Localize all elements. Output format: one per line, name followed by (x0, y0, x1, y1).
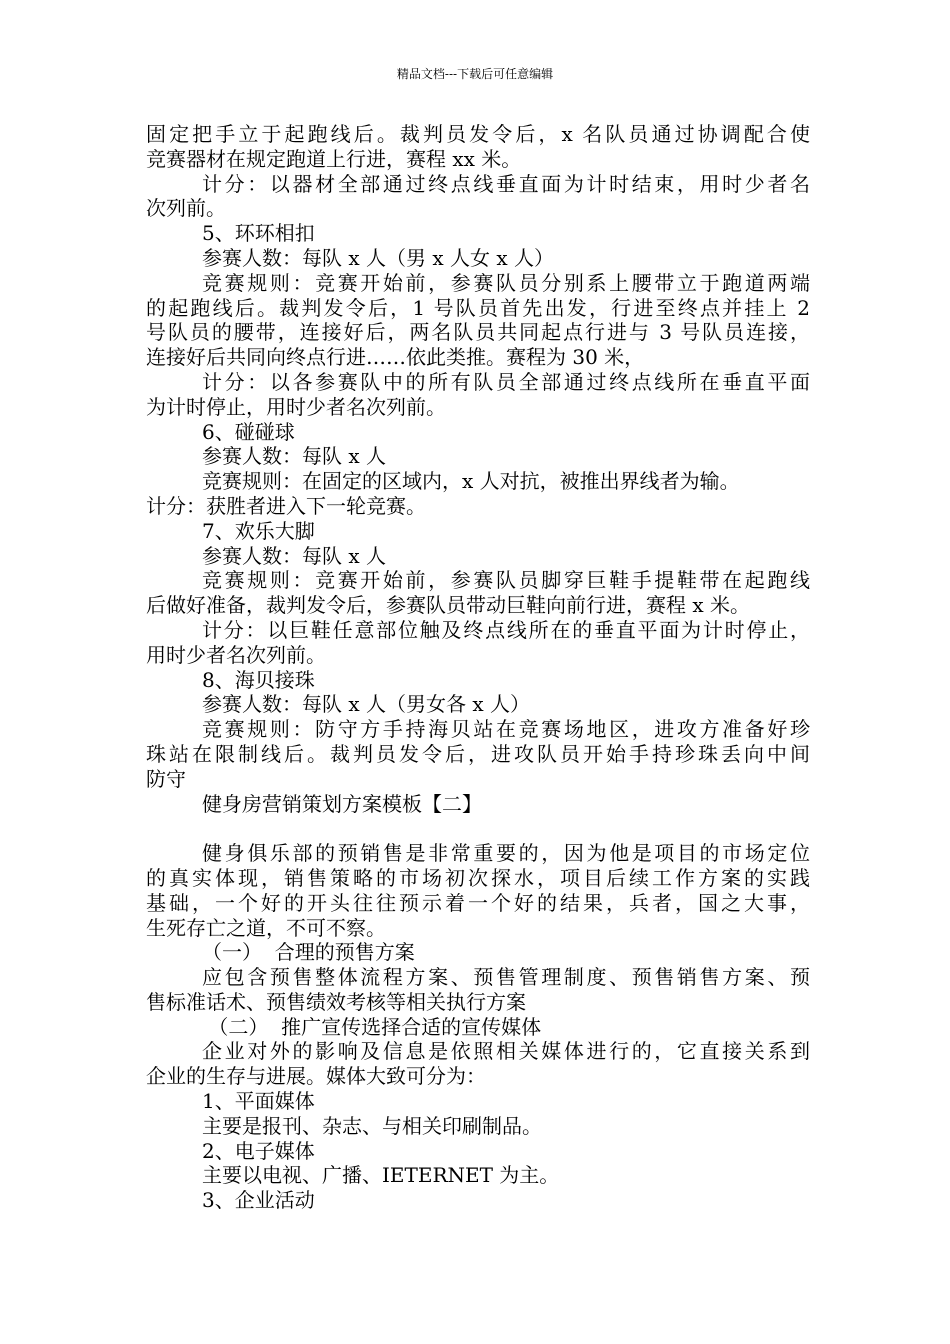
text-line: 计分：以各参赛队中的所有队员全部通过终点线所在垂直平面 (202, 369, 810, 394)
text-line: 健身俱乐部的预销售是非常重要的，因为他是项目的市场定位 (202, 841, 810, 866)
text-line: 应包含预售整体流程方案、预售管理制度、预售销售方案、预 (202, 965, 810, 990)
text-line: 参赛人数：每队 x 人（男 x 人女 x 人） (202, 245, 554, 270)
text-line: 竞赛规则：竞赛开始前，参赛队员脚穿巨鞋手提鞋带在起跑线 (202, 568, 810, 593)
text-line: 计分：以器材全部通过终点线垂直面为计时结束，用时少者名 (202, 171, 810, 196)
text-line: 生死存亡之道，不可不察。 (146, 915, 386, 940)
text-line: 健身房营销策划方案模板【二】 (202, 791, 482, 816)
text-line: 竞赛规则：竞赛开始前，参赛队员分别系上腰带立于跑道两端 (202, 270, 810, 295)
text-line: 计分：以巨鞋任意部位触及终点线所在的垂直平面为计时停止， (202, 617, 810, 642)
text-line: 的真实体现，销售策略的市场初次探水，项目后续工作方案的实践 (146, 865, 810, 890)
text-line: 主要以电视、广播、IETERNET 为主。 (202, 1163, 560, 1188)
text-line: 参赛人数：每队 x 人（男女各 x 人） (202, 692, 530, 717)
text-line: 6、碰碰球 (202, 419, 295, 444)
text-line: 次列前。 (146, 196, 226, 221)
text-line: 的起跑线后。裁判发令后，1 号队员首先出发，行进至终点并挂上 2 (146, 295, 810, 320)
text-line: 参赛人数：每队 x 人 (202, 543, 386, 568)
text-line: 计分：获胜者进入下一轮竞赛。 (146, 493, 426, 518)
text-line: （一） 合理的预售方案 (202, 940, 415, 965)
text-line: 1、平面媒体 (202, 1089, 315, 1114)
text-line: 5、环环相扣 (202, 221, 315, 246)
text-line: 号队员的腰带，连接好后，两名队员共同起点行进与 3 号队员连接， (146, 320, 810, 345)
text-line: 售标准话术、预售绩效考核等相关执行方案 (146, 989, 526, 1014)
text-line: 3、企业活动 (202, 1188, 315, 1213)
text-line: 固定把手立于起跑线后。裁判员发令后，x 名队员通过协调配合使 (146, 122, 810, 146)
page-header: 精品文档---下载后可任意编辑 (396, 67, 554, 81)
text-line: 参赛人数：每队 x 人 (202, 444, 386, 469)
text-line: 珠站在限制线后。裁判员发令后，进攻队员开始手持珍珠丢向中间 (146, 741, 810, 766)
text-line: 企业对外的影响及信息是依照相关媒体进行的，它直接关系到 (202, 1039, 810, 1064)
text-line: 竞赛器材在规定跑道上行进，赛程 xx 米。 (146, 146, 522, 171)
text-line: 竞赛规则：防守方手持海贝站在竞赛场地区，进攻方准备好珍 (202, 717, 810, 742)
text-line: 用时少者名次列前。 (146, 642, 326, 667)
text-line: 连接好后共同向终点行进……依此类推。赛程为 30 米， (146, 345, 645, 370)
text-line: （二） 推广宣传选择合适的宣传媒体 (202, 1014, 542, 1039)
text-line: 为计时停止，用时少者名次列前。 (146, 394, 446, 419)
text-line: 后做好准备，裁判发令后，参赛队员带动巨鞋向前行进，赛程 x 米。 (146, 593, 750, 618)
text-line: 7、欢乐大脚 (202, 518, 315, 543)
document-body (146, 122, 810, 1213)
blank-line (146, 816, 810, 841)
text-line: 防守 (146, 766, 186, 791)
text-line: 基础，一个好的开头往往预示着一个好的结果，兵者，国之大事， (146, 890, 810, 915)
text-line: 企业的生存与进展。媒体大致可分为： (146, 1064, 486, 1089)
text-line: 2、电子媒体 (202, 1138, 315, 1163)
text-line: 主要是报刊、杂志、与相关印刷制品。 (202, 1113, 542, 1138)
text-line: 8、海贝接珠 (202, 667, 315, 692)
text-line: 竞赛规则：在固定的区域内，x 人对抗，被推出界线者为输。 (202, 469, 740, 494)
